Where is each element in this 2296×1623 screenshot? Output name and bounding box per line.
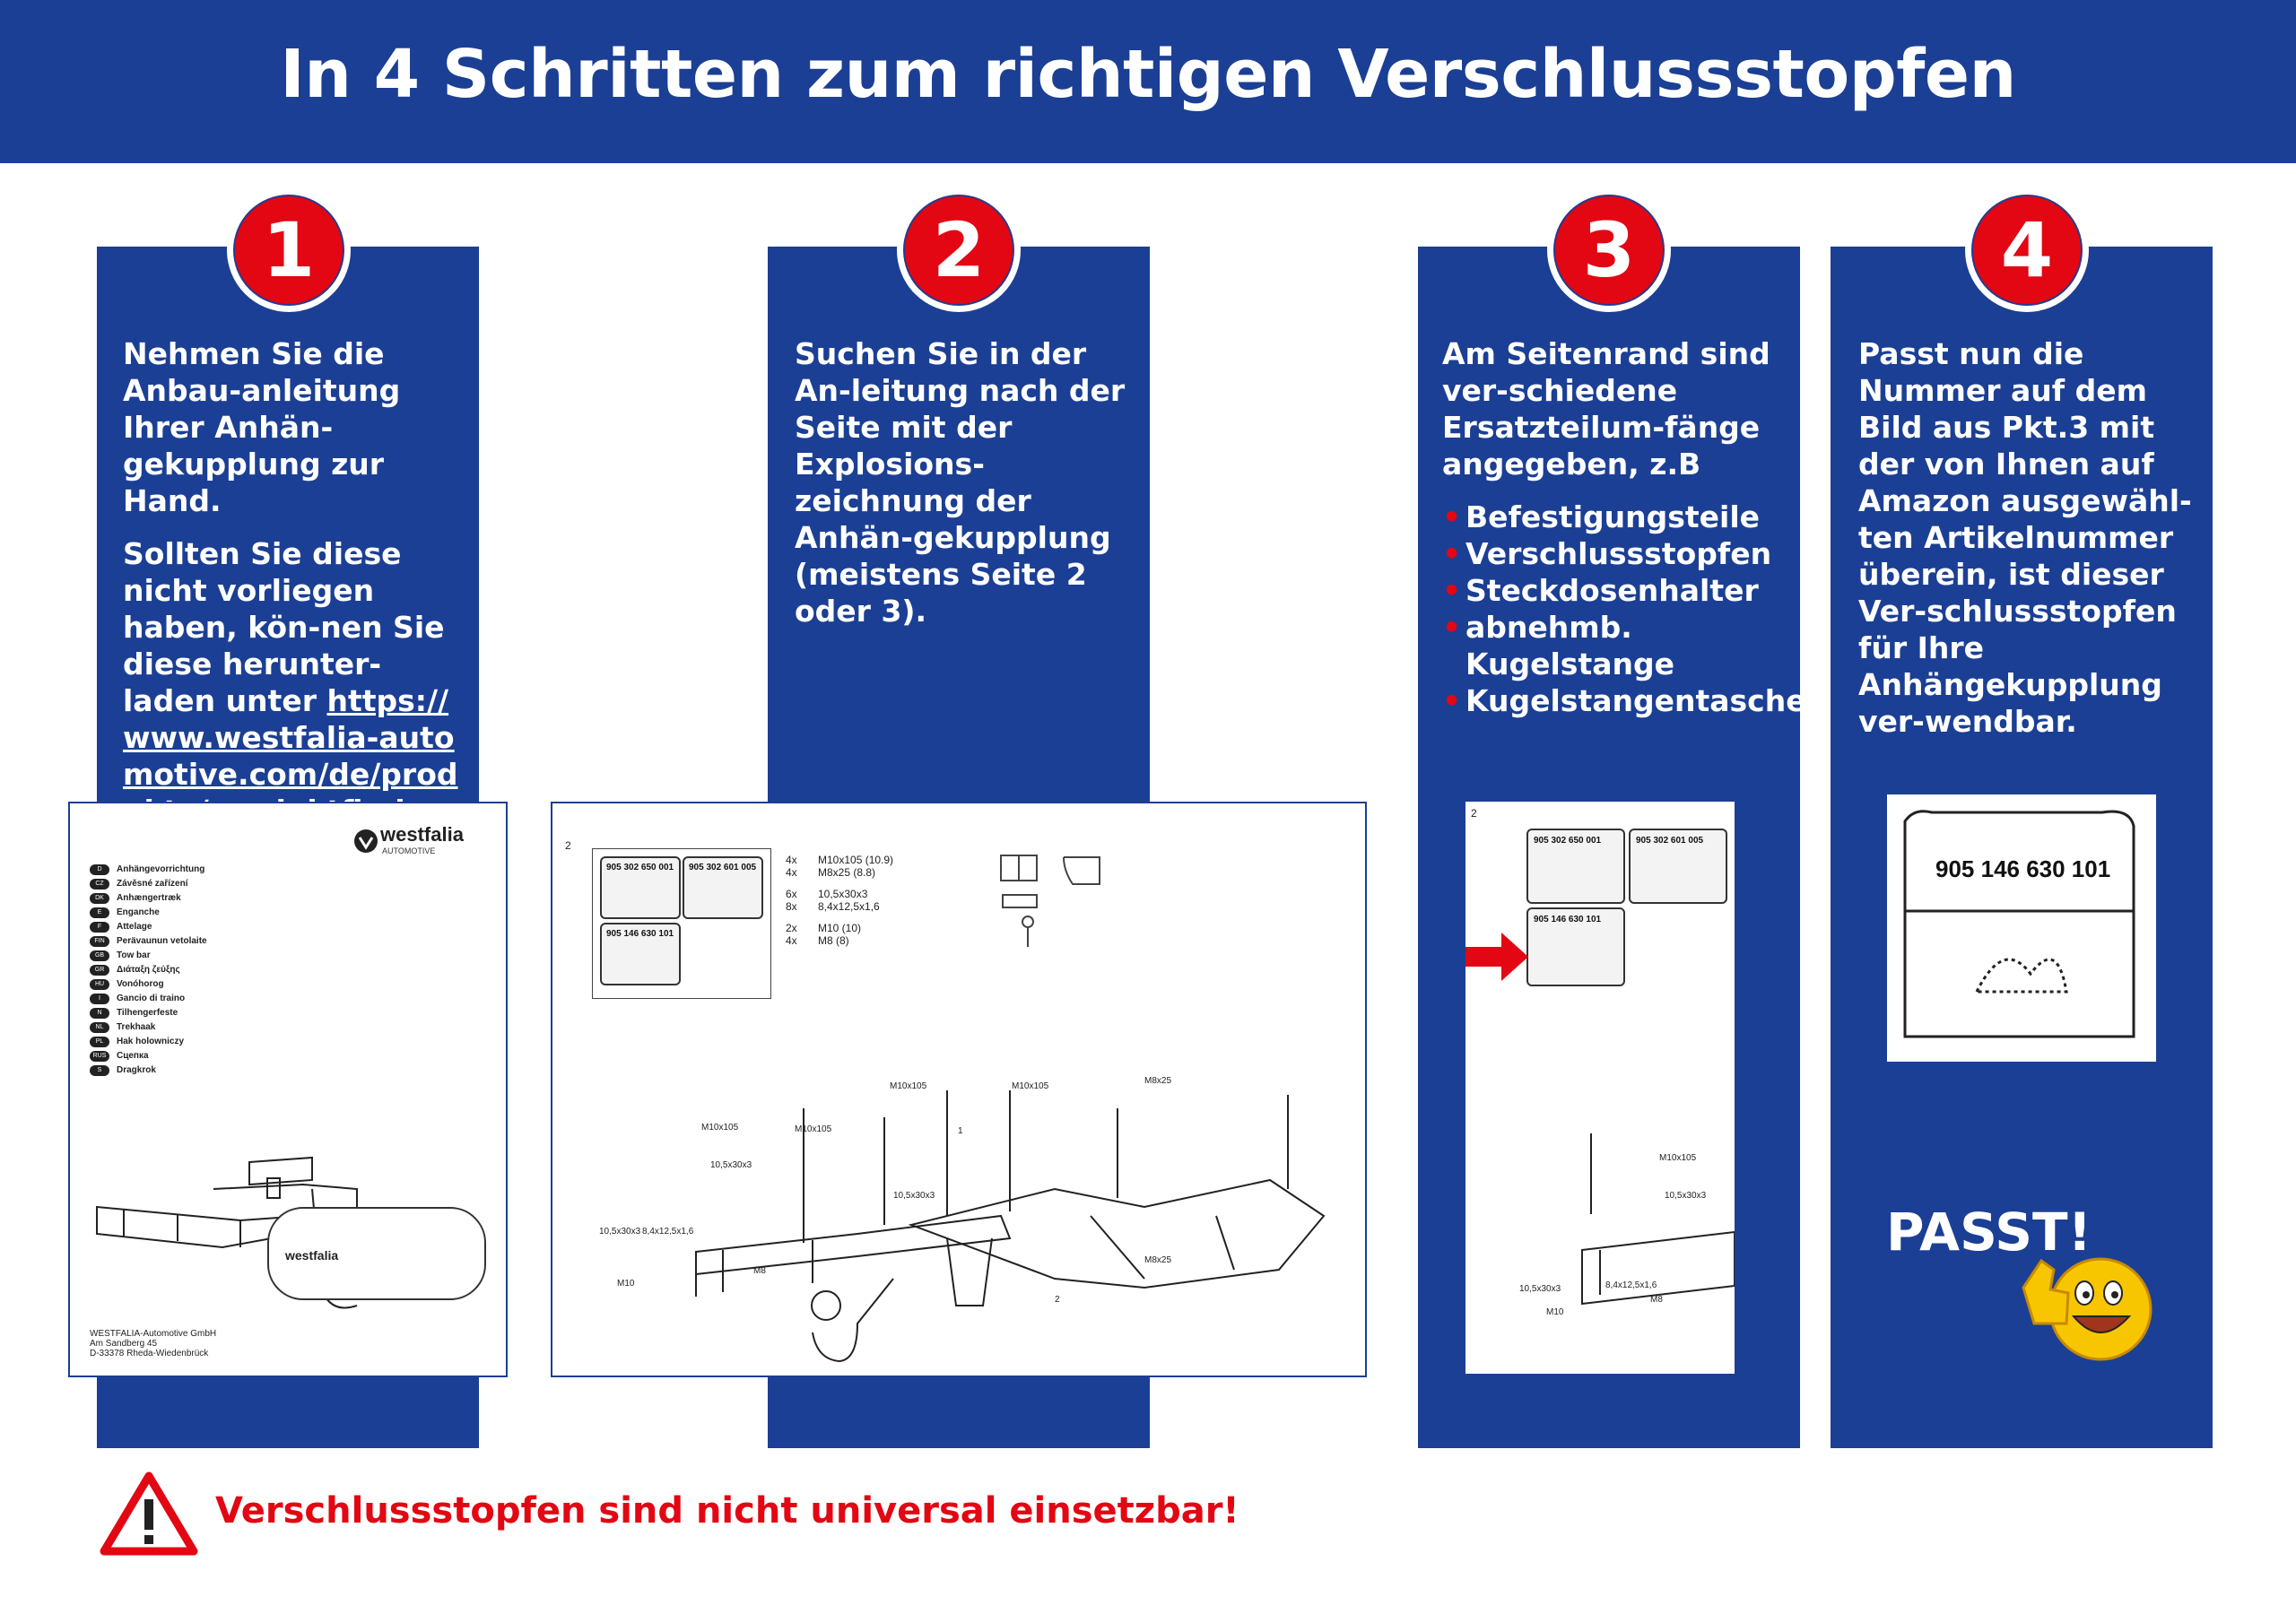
bom-desc: M10x105 (10.9) M8x25 (8.8)	[818, 854, 894, 879]
brand-name: westfalia	[380, 823, 464, 846]
language-code: GB	[90, 950, 109, 961]
download-link[interactable]: https://www.westfalia-automotive.com/de/prod	[123, 683, 458, 792]
manual-address: WESTFALIA-Automotive GmbH Am Sandberg 45 D-33378 Rheda-Wiedenbrück	[90, 1329, 217, 1358]
bom-qty: 6x 8x	[786, 888, 797, 913]
drawing-label: 8,4x12,5x1,6	[1605, 1280, 1657, 1290]
language-row	[90, 906, 484, 919]
drawing-label: 10,5x30x3	[1519, 1284, 1561, 1294]
red-arrow-icon	[1465, 925, 1537, 988]
list-item: • Steckdosenhalter	[1442, 572, 1792, 609]
language-code: N	[90, 1008, 109, 1019]
spare-parts-list	[1442, 499, 1806, 719]
towbar-exploded-view	[588, 1037, 1342, 1368]
bom-qty: 2x 4x	[786, 922, 797, 947]
part-bag-detail	[1887, 794, 2156, 1062]
drawing-label: 2	[1055, 1295, 1060, 1305]
language-title: Trekhaak	[117, 1022, 156, 1032]
drawing-label: 10,5x30x3	[599, 1227, 641, 1237]
bag-drawing	[1887, 794, 2156, 1062]
language-title: Gancio di traino	[117, 994, 186, 1003]
step-4-paragraph: Passt nun die Nummer auf dem Bild aus Pkt.3 mit der von Ihnen auf Amazon ausgewähl-ten Artikelnummer überein, ist dieser Ver-schlussstopfen für Ihre Anhängekupplung ver-wendbar.	[1858, 336, 2192, 739]
part-card: 905 302 601 005	[1629, 829, 1727, 904]
bom-desc: 10,5x30x3 8,4x12,5x1,6	[818, 888, 880, 913]
language-row	[90, 1035, 484, 1048]
language-code: S	[90, 1065, 109, 1076]
list-item: • Kugelstangentasche	[1442, 682, 1792, 719]
language-list	[90, 863, 484, 1078]
language-row	[90, 877, 484, 890]
drawing-label: M8x25	[1144, 1255, 1172, 1265]
language-code: DK	[90, 893, 109, 904]
drawing-label: M8	[1650, 1295, 1663, 1305]
language-row	[90, 977, 484, 991]
language-row	[90, 963, 484, 976]
language-code: CZ	[90, 879, 109, 890]
part-card: 905 146 630 101	[600, 923, 681, 985]
drawing-label: M10x105	[795, 1124, 832, 1134]
drawing-label: 8,4x12,5x1,6	[642, 1227, 694, 1237]
drawing-label: 10,5x30x3	[710, 1160, 752, 1170]
bill-of-materials	[786, 854, 983, 956]
header-banner	[0, 0, 2296, 163]
language-code: FIN	[90, 936, 109, 947]
part-card: 905 302 601 005	[683, 856, 763, 919]
drawing-label: 10,5x30x3	[1665, 1191, 1707, 1201]
language-title: Závěsné zařízení	[117, 879, 188, 889]
language-row	[90, 891, 484, 905]
language-row	[90, 1020, 484, 1034]
part-number: 905 146 630 101	[1935, 855, 2111, 882]
language-title: Vonóhorog	[117, 979, 164, 989]
language-title: Dragkrok	[117, 1065, 156, 1075]
language-row	[90, 1049, 484, 1063]
language-code: PL	[90, 1037, 109, 1047]
thumbs-up-smiley-icon	[2014, 1234, 2158, 1377]
page-title: In 4 Schritten zum richtigen Verschlussstopfen	[280, 36, 2016, 113]
step-1-paragraph: Sollten Sie diese nicht vorliegen haben, kön-nen Sie diese herunter-laden unter https://www.westfalia-automotive.com/de/prod	[123, 535, 464, 866]
step-4-text	[1858, 335, 2208, 756]
language-title: Сцепка	[117, 1051, 149, 1061]
passt-label: PASST!	[1886, 1202, 2092, 1263]
language-code: D	[90, 864, 109, 875]
language-row	[90, 992, 484, 1005]
list-item: • Befestigungsteile	[1442, 499, 1792, 535]
language-title: Hak holowniczy	[117, 1037, 185, 1046]
drawing-label: M10x105	[1012, 1081, 1049, 1091]
language-title: Tilhengerfeste	[117, 1008, 178, 1018]
drawing-label: M10x105	[701, 1123, 739, 1133]
step-3-text	[1442, 335, 1806, 719]
language-code: E	[90, 907, 109, 918]
drawing-label: M10	[617, 1279, 635, 1289]
language-code: HU	[90, 979, 109, 990]
drawing-label: 1	[958, 1126, 963, 1136]
parts-detail	[1465, 802, 1735, 1374]
language-code: I	[90, 994, 109, 1004]
language-title: Attelage	[117, 922, 152, 932]
manual-icons	[992, 848, 1118, 956]
step-2-text	[795, 335, 1135, 646]
drawing-label: M10x105	[890, 1081, 927, 1091]
bom-row	[786, 888, 983, 913]
drawing-label: M8x25	[1144, 1076, 1172, 1086]
parts-box	[592, 848, 771, 999]
part-card: 905 302 650 001	[600, 856, 681, 919]
list-item: • Verschlussstopfen	[1442, 535, 1792, 572]
step-1-number: 1	[227, 188, 351, 312]
language-code: NL	[90, 1022, 109, 1033]
brand-sub: AUTOMOTIVE	[382, 846, 436, 855]
explosion-drawing	[551, 802, 1367, 1377]
language-row	[90, 863, 484, 876]
step-2-number: 2	[897, 188, 1021, 312]
language-title: Tow bar	[117, 950, 151, 960]
towbar-detail	[1573, 1124, 1735, 1340]
language-code: GR	[90, 965, 109, 976]
warning-triangle-icon	[99, 1471, 199, 1557]
bom-qty: 4x 4x	[786, 854, 797, 879]
part-card: 905 302 650 001	[1526, 829, 1625, 904]
part-card-highlighted: 905 146 630 101	[1526, 907, 1625, 986]
language-row	[90, 949, 484, 962]
bom-row	[786, 854, 983, 879]
bom-row	[786, 922, 983, 947]
language-row	[90, 934, 484, 948]
step-4-number: 4	[1965, 188, 2089, 312]
step-3-intro: Am Seitenrand sind ver-schiedene Ersatzteilum-fänge angegeben, z.B	[1442, 336, 1770, 482]
step-1-text	[123, 335, 464, 882]
step-2-paragraph: Suchen Sie in der An-leitung nach der Seite mit der Explosions-zeichnung der Anhän-gekupplung (meistens Seite 2 oder 3).	[795, 336, 1126, 629]
language-code: F	[90, 922, 109, 933]
page-number: 2	[1471, 807, 1477, 820]
language-title: Perävaunun vetolaite	[117, 936, 207, 946]
language-title: Enganche	[117, 907, 160, 917]
drawing-label: M8	[753, 1266, 766, 1276]
drawing-label: 10,5x30x3	[893, 1191, 935, 1201]
warning-message: Verschlussstopfen sind nicht universal einsetzbar!	[215, 1490, 1239, 1532]
drawing-label: M10	[1546, 1307, 1564, 1317]
language-title: Anhængertræk	[117, 893, 181, 903]
language-row	[90, 1006, 484, 1020]
step-3-number: 3	[1547, 188, 1671, 312]
page-number: 2	[565, 839, 571, 852]
language-title: Διάταξη ζεύξης	[117, 965, 180, 975]
bom-desc: M10 (10) M8 (8)	[818, 922, 862, 947]
drawing-label: M10x105	[1659, 1153, 1697, 1163]
language-title: Anhängevorrichtung	[117, 864, 205, 874]
step-1-paragraph: Nehmen Sie die Anbau-anleitung Ihrer Anhän-gekupplung zur Hand.	[123, 336, 401, 518]
manual-cover	[68, 802, 508, 1377]
list-item: • abnehmb. Kugelstange	[1442, 609, 1792, 682]
plate-brand: westfalia	[285, 1248, 339, 1263]
language-code: RUS	[90, 1051, 109, 1062]
language-row	[90, 920, 484, 933]
